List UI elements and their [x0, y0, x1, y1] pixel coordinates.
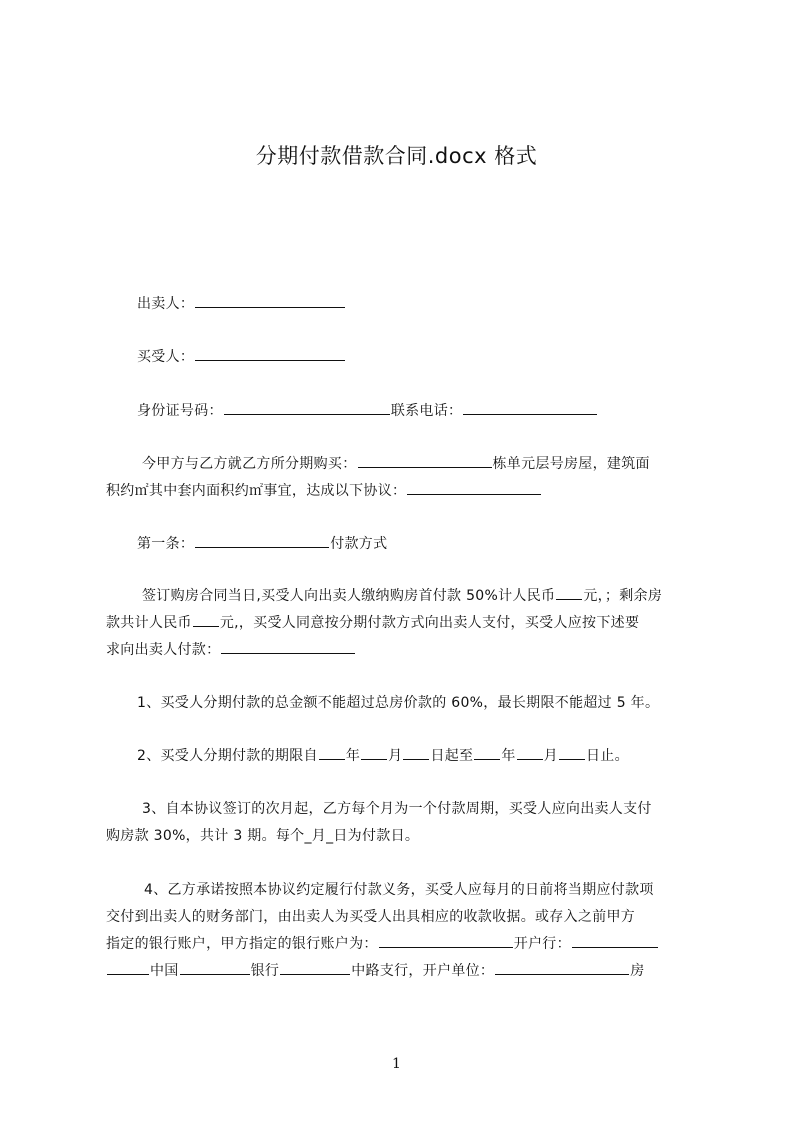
payment-blank	[221, 641, 355, 654]
seller-label: 出卖人：	[137, 296, 195, 312]
item-4-line-2	[106, 906, 635, 926]
item-2-line	[137, 745, 629, 765]
id-blank	[224, 402, 390, 415]
article-1-line	[137, 533, 387, 553]
building-blank	[358, 455, 492, 468]
payment-amount-blank	[556, 587, 582, 600]
item-3-line-2	[106, 825, 419, 845]
item-4-text-3b: 开户行：	[513, 936, 571, 952]
end-month-label: 月	[543, 748, 558, 764]
item-4-text-2: 交付到出卖人的财务部门，由出卖人为买受人出具相应的收款收据。或存入之前甲方	[106, 909, 636, 925]
phone-blank	[463, 402, 597, 415]
intro-text-1a: 今甲方与乙方就乙方所分期购买：	[142, 456, 357, 472]
end-year-blank	[474, 747, 500, 760]
payment-text-2b: 元,，买受人同意按分期付款方式向出卖人支付，买受人应按下述要	[219, 615, 640, 631]
payment-line-3	[106, 639, 356, 659]
end-year-label: 年	[501, 748, 516, 764]
item-4-line-1	[144, 879, 654, 899]
payment-text-1a: 签订购房合同当日,买受人向出卖人缴纳购房首付款 50%计人民币	[142, 588, 556, 604]
item-3-text-1: 3、自本协议签订的次月起，乙方每个月为一个付款周期，买受人应向出卖人支付	[142, 801, 652, 817]
account-holder-blank	[495, 962, 629, 975]
bank-type-blank	[180, 962, 250, 975]
document-title: 分期付款借款合同.docx 格式	[255, 144, 538, 168]
phone-label: 联系电话：	[390, 403, 463, 419]
start-day-label: 日起至	[430, 748, 474, 764]
end-day-label: 日止。	[585, 748, 629, 764]
seller-line	[137, 293, 346, 313]
item-4-text-4b: 银行	[250, 963, 280, 979]
intro-line-1	[142, 453, 650, 473]
remaining-amount-blank	[193, 614, 219, 627]
payment-text-3: 求向出卖人付款：	[106, 642, 221, 658]
end-day-blank	[559, 747, 585, 760]
id-label: 身份证号码：	[137, 403, 223, 419]
item-4-text-4a: 中国	[150, 963, 179, 979]
page-number: 1	[392, 1056, 401, 1072]
buyer-blank	[195, 348, 345, 361]
branch-blank	[280, 962, 350, 975]
seller-blank	[195, 295, 345, 308]
payment-text-2a: 款共计人民币	[106, 615, 192, 631]
payment-text-1b: 元，；剩余房	[583, 588, 663, 604]
buyer-line	[137, 346, 346, 366]
start-year-label: 年	[345, 748, 361, 764]
item-4-text-3a: 指定的银行账户，甲方指定的银行账户为：	[106, 936, 378, 952]
article-1-title: 付款方式	[330, 536, 388, 552]
item-1-text: 1、买受人分期付款的总金额不能超过总房价款的 60%，最长期限不能超过 5 年。	[137, 695, 660, 711]
start-month-blank	[361, 747, 387, 760]
item-4-text-1: 4、乙方承诺按照本协议约定履行付款义务，买受人应每月的日前将当期应付款项	[144, 882, 654, 898]
item-3-text-2: 购房款 30%，共计 3 期。每个_月_日为付款日。	[106, 828, 420, 844]
start-month-label: 月	[388, 748, 403, 764]
item-4-text-4d: 房	[630, 963, 645, 979]
bank-name-blank	[572, 935, 658, 948]
intro-text-1b: 栋单元层号房屋，建筑面	[492, 456, 650, 472]
item-3-line-1	[142, 798, 652, 818]
end-month-blank	[517, 747, 543, 760]
buyer-label: 买受人：	[137, 349, 195, 365]
payment-line-1	[142, 585, 662, 605]
start-day-blank	[403, 747, 429, 760]
item-2-text: 2、买受人分期付款的期限自	[137, 748, 318, 764]
intro-line-2	[106, 480, 542, 500]
item-4-text-4c: 中路支行，开户单位：	[351, 963, 495, 979]
bank-account-blank	[379, 935, 513, 948]
bank-prefix-blank	[107, 962, 149, 975]
agreement-blank	[407, 482, 541, 495]
intro-text-2: 积约㎡其中套内面积约㎡事宜，达成以下协议：	[106, 483, 407, 499]
article-1-label: 第一条：	[137, 536, 195, 552]
start-year-blank	[319, 747, 345, 760]
article-1-blank	[195, 535, 329, 548]
item-4-line-4	[106, 960, 645, 980]
id-phone-line	[137, 400, 598, 420]
payment-line-2	[106, 612, 639, 632]
item-4-line-3	[106, 933, 659, 953]
item-1-line	[137, 692, 659, 712]
